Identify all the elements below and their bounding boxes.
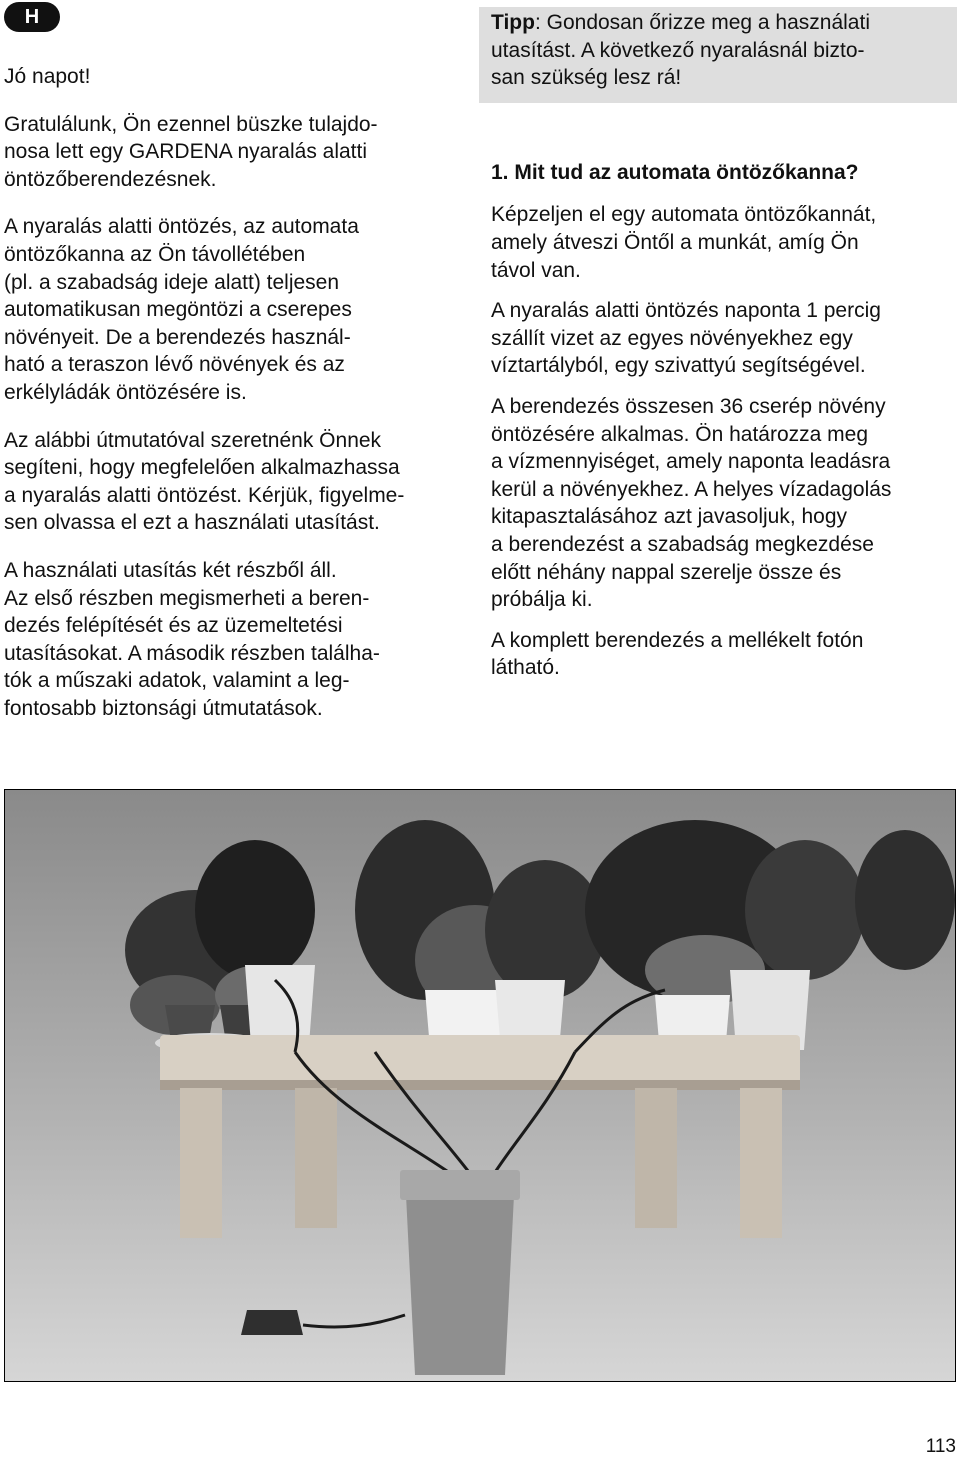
tip-label: Tipp xyxy=(491,11,535,34)
section-heading: 1. Mit tud az automata öntözőkanna? xyxy=(491,160,859,184)
intro-paragraph: Gratulálunk, Ön ezennel büszke tulajdo- nosa lett egy GARDENA nyaralás alatti öntözőberendezésnek. xyxy=(4,112,378,191)
left-column xyxy=(4,63,469,722)
right-paragraph: A nyaralás alatti öntözés naponta 1 percig szállít vizet az egyes növényekhez egy víztartályból, egy szivattyú segítségével. xyxy=(491,299,881,378)
water-tank xyxy=(400,1170,520,1375)
right-column xyxy=(491,7,957,695)
guide-paragraph: Az alábbi útmutatóval szeretnénk Önnek segíteni, hogy megfelelően alkalmazhassa a nyaralás alatti öntözést. Kérjük, figyelme- sen olvassa el ezt a használati utasítást. xyxy=(4,428,405,535)
greeting: Jó napot! xyxy=(4,65,91,88)
right-paragraph: Képzeljen el egy automata öntözőkannát, amely átveszi Öntől a munkát, amíg Ön távol van. xyxy=(491,203,877,282)
photo-illustration xyxy=(5,790,956,1382)
description-paragraph: A nyaralás alatti öntözés, az automata öntözőkanna az Ön távollétében (pl. a szabadság ideje alatt) teljesen automatikusan megöntözi a cserepes növényeit. De a berendezés használ- ható a teraszon lévő növények és az erkélyládák öntözésére is. xyxy=(4,215,359,404)
page-number: 113 xyxy=(925,1436,956,1457)
right-paragraph: A komplett berendezés a mellékelt fotón látható. xyxy=(491,628,864,680)
language-badge: H xyxy=(4,2,60,32)
tip-box xyxy=(479,7,957,103)
right-paragraph: A berendezés összesen 36 cserép növény öntözésére alkalmas. Ön határozza meg a vízmennyiséget, amely naponta leadásra kerül a növényekhez. A helyes vízadagolás kitapasztalásához azt javasoljuk, hogy a berendezést a szabadság megkezdése előtt néhány nappal szerelje össze és próbálja ki. xyxy=(491,394,892,612)
product-photo xyxy=(4,789,956,1382)
structure-paragraph: A használati utasítás két részből áll. Az első részben megismerheti a beren- dezés felépítését és az üzemeltetési utasításokat. A második részben találha- tók a műszaki adatok, valamint a leg- fontosabb biztonsági útmutatások. xyxy=(4,558,380,720)
tip-text: : Gondosan őrizze meg a használati utasítást. A következő nyaralásnál bizto- san szükség lesz rá! xyxy=(491,11,870,90)
